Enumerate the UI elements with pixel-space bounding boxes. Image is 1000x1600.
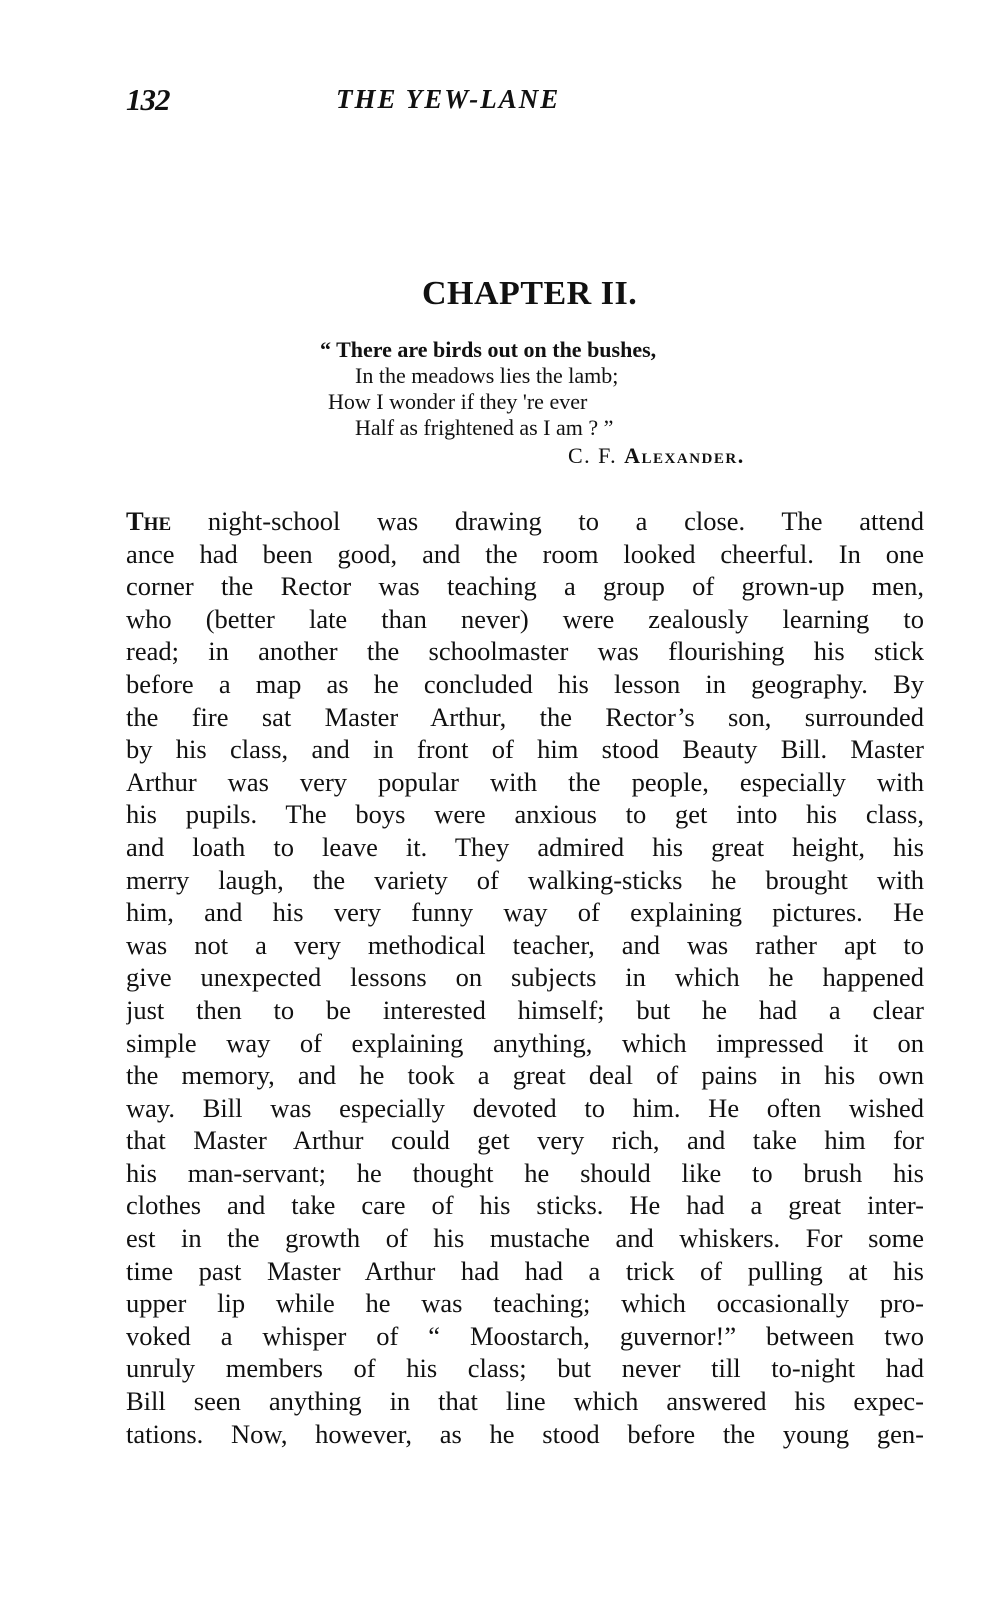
body-line: by his class, and in front of him stood Beauty Bill. Master (126, 734, 924, 765)
body-line: before a map as he concluded his lesson in geography. By (126, 668, 924, 699)
body-line: the memory, and he took a great deal of pains in his own (126, 1060, 924, 1091)
epigraph-line: In the meadows lies the lamb; (355, 363, 619, 388)
body-line: way. Bill was especially devoted to him. He often wished (126, 1092, 924, 1123)
body-line: time past Master Arthur had had a trick of pulling at his (126, 1255, 924, 1286)
body-line: voked a whisper of “ Moostarch, guvernor!” between two (126, 1320, 924, 1351)
body-line: was not a very methodical teacher, and was rather apt to (126, 929, 924, 960)
body-line-first (126, 505, 924, 538)
body-line: who (better late than never) were zealously learning to (126, 603, 924, 634)
body-text (126, 505, 924, 1450)
body-line: simple way of explaining anything, which impressed it on (126, 1027, 924, 1058)
body-line: clothes and take care of his sticks. He had a great inter- (126, 1190, 924, 1221)
body-line: give unexpected lessons on subjects in which he happened (126, 962, 924, 993)
body-line: read; in another the schoolmaster was flourishing his stick (126, 636, 924, 667)
body-line: and loath to leave it. They admired his great height, his (126, 831, 924, 862)
body-line: est in the growth of his mustache and whiskers. For some (126, 1223, 924, 1254)
chapter-heading: CHAPTER II. (422, 275, 638, 312)
page-number: 132 (126, 82, 170, 117)
body-line: unruly members of his class; but never till to-night had (126, 1353, 924, 1384)
body-line: just then to be interested himself; but he had a clear (126, 994, 924, 1025)
body-line: the fire sat Master Arthur, the Rector’s son, surrounded (126, 701, 924, 732)
body-line: Bill seen anything in that line which answered his expec- (126, 1386, 924, 1417)
body-line: his pupils. The boys were anxious to get into his class, (126, 799, 924, 830)
attribution-initials: C. F. (568, 443, 618, 468)
opening-word: The (126, 506, 172, 536)
first-line-text: night-school was drawing to a close. The attend (171, 506, 924, 536)
epigraph-line: How I wonder if they 're ever (328, 389, 588, 414)
epigraph-attribution (568, 443, 745, 469)
body-line: merry laugh, the variety of walking-sticks he brought with (126, 864, 924, 895)
body-line: ance had been good, and the room looked cheerful. In one (126, 538, 924, 569)
body-line: Arthur was very popular with the people, especially with (126, 766, 924, 797)
running-head (126, 82, 866, 126)
body-line: upper lip while he was teaching; which occasionally pro- (126, 1288, 924, 1319)
epigraph (320, 337, 840, 441)
body-line: that Master Arthur could get very rich, and take him for (126, 1125, 924, 1156)
running-title: THE YEW-LANE (336, 84, 561, 114)
body-line: corner the Rector was teaching a group of grown-up men, (126, 571, 924, 602)
body-line: his man-servant; he thought he should like to brush his (126, 1157, 924, 1188)
attribution-name: Alexander. (624, 443, 745, 468)
epigraph-line: Half as frightened as I am ? ” (355, 415, 614, 440)
epigraph-line: “ There are birds out on the bushes, (320, 337, 657, 362)
body-line: him, and his very funny way of explaining pictures. He (126, 897, 924, 928)
body-line: tations. Now, however, as he stood before the young gen- (126, 1418, 924, 1449)
